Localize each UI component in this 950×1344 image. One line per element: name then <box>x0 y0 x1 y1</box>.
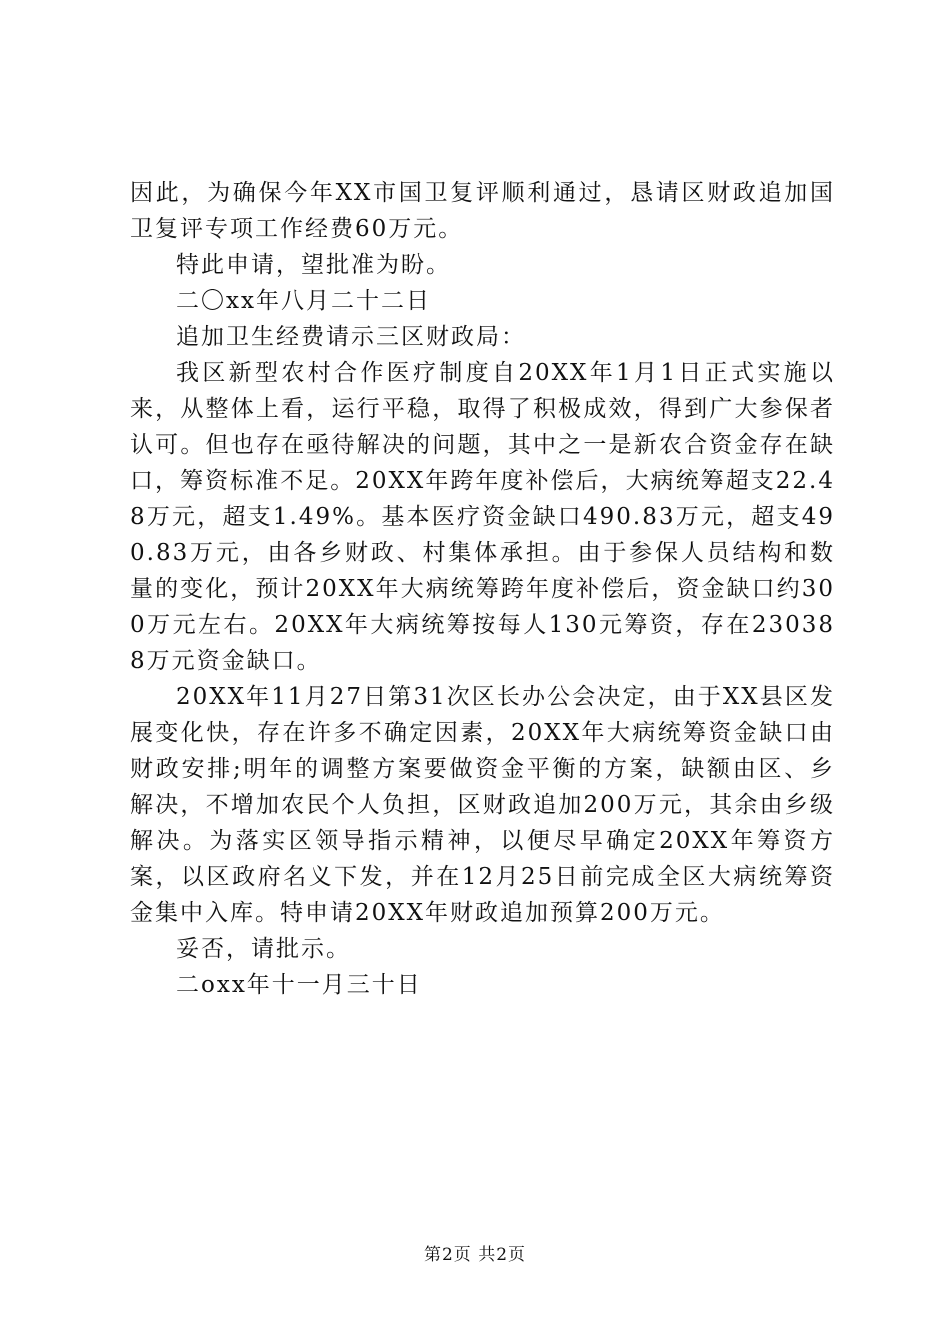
paragraph-funding-request: 因此，为确保今年XX市国卫复评顺利通过，恳请区财政追加国卫复评专项工作经费60万元。 <box>130 180 835 242</box>
page-number-footer: 第2页 共2页 <box>423 1245 527 1265</box>
document-body <box>130 175 835 1003</box>
paragraph-request-instruction: 妥否，请批示。 <box>176 936 351 962</box>
paragraph-cooperative-medical: 我区新型农村合作医疗制度自20XX年1月1日正式实施以来，从整体上看，运行平稳，取得了积极成效，得到广大参保者认可。但也存在亟待解决的问题，其中之一是新农合资金存在缺口，筹资标准不足。20XX年跨年度补偿后，大病统筹超支22.48万元，超支1.49%。基本医疗资金缺口490.83万元，超支490.83万元，由各乡财政、村集体承担。由于参保人员结构和数量的变化，预计20XX年大病统筹跨年度补偿后，资金缺口约300万元左右。20XX年大病统筹按每人130元筹资，存在230388万元资金缺口。 <box>130 360 835 674</box>
paragraph-date-august: 二〇xx年八月二十二日 <box>176 288 431 314</box>
paragraph-office-meeting: 20XX年11月27日第31次区长办公会决定，由于XX县区发展变化快，存在许多不确定因素，20XX年大病统筹资金缺口由财政安排;明年的调整方案要做资金平衡的方案，缺额由区、乡解决，不增加农民个人负担，区财政追加200万元，其余由乡级解决。为落实区领导指示精神，以便尽早确定20XX年筹资方案，以区政府名义下发，并在12月25日前完成全区大病统筹资金集中入库。特申请20XX年财政追加预算200万元。 <box>130 684 835 926</box>
paragraph-approval-hope: 特此申请，望批准为盼。 <box>176 252 451 278</box>
paragraph-date-november: 二oxx年十一月三十日 <box>176 972 422 998</box>
paragraph-request-title: 追加卫生经费请示三区财政局： <box>176 324 526 350</box>
